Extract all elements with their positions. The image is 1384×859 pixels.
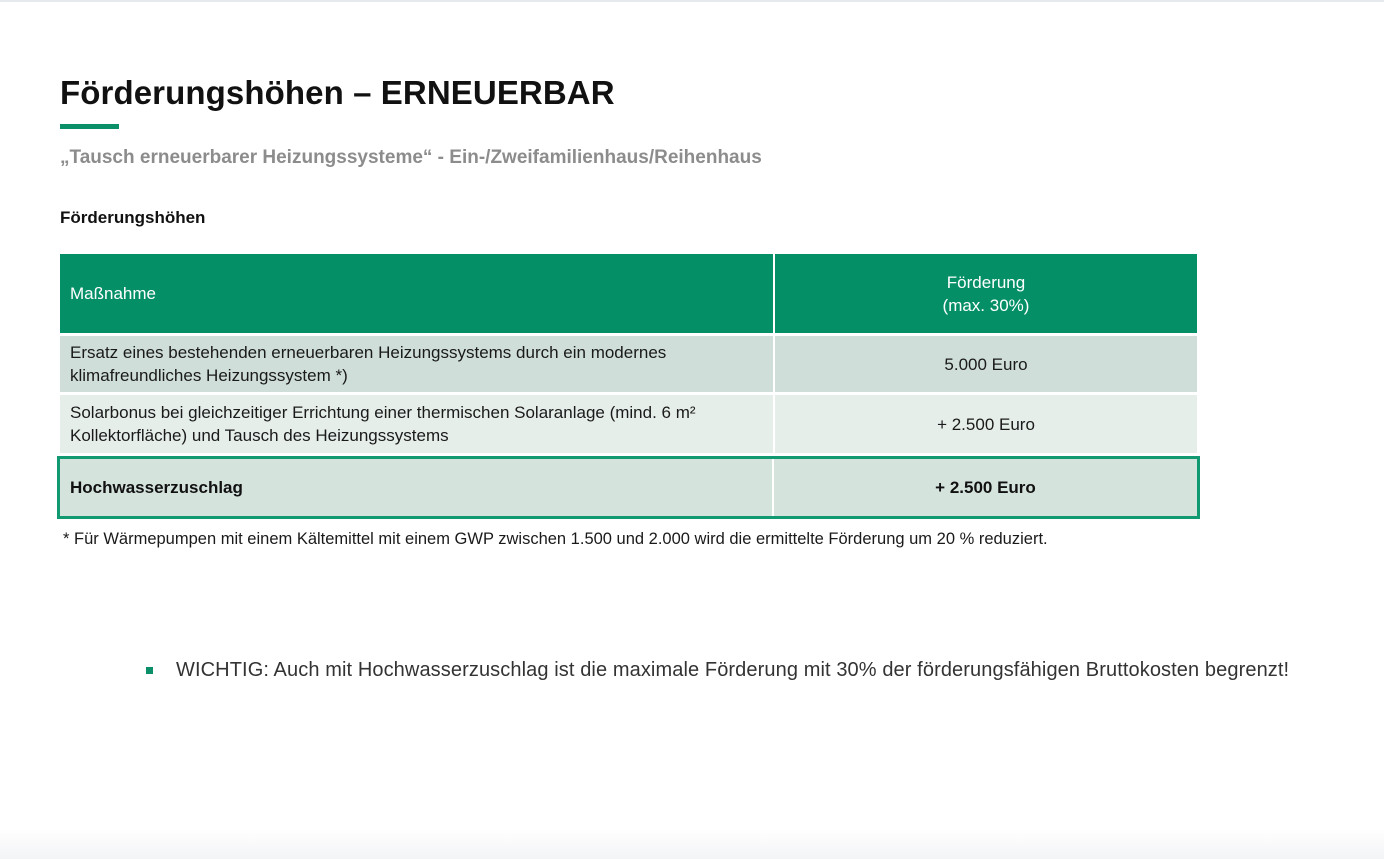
important-note	[146, 659, 1289, 682]
table-header-row	[60, 254, 1197, 335]
row-funding: 5.000 Euro	[774, 335, 1197, 394]
header-funding-line2: (max. 30%)	[942, 295, 1030, 315]
header-funding-line1: Förderung	[946, 272, 1026, 292]
top-border	[0, 0, 1384, 2]
table-row	[60, 335, 1197, 394]
row-funding: + 2.500 Euro	[935, 477, 1036, 497]
header-funding	[774, 254, 1197, 335]
table-row	[60, 394, 1197, 454]
header-measure: Maßnahme	[60, 254, 774, 335]
row-funding: + 2.500 Euro	[774, 394, 1197, 454]
table-row-highlighted	[57, 456, 1200, 519]
row-measure: Hochwasserzuschlag	[60, 459, 774, 516]
title-underline	[60, 124, 119, 129]
slide-subtitle: „Tausch erneuerbarer Heizungssysteme“ - Ein-/Zweifamilienhaus/Reihenhaus	[60, 147, 762, 168]
section-heading: Förderungshöhen	[60, 208, 206, 227]
bottom-band	[0, 829, 1384, 859]
footnote: * Für Wärmepumpen mit einem Kältemittel mit einem GWP zwischen 1.500 und 2.000 wird die ermittelte Förderung um 20 % reduziert.	[63, 530, 1048, 548]
square-bullet-icon	[146, 667, 153, 674]
row-measure: Solarbonus bei gleichzeitiger Errichtung einer thermischen Solaranlage (mind. 6 m² Kollektorfläche) und Tausch des Heizungssystems	[60, 394, 774, 454]
row-measure: Ersatz eines bestehenden erneuerbaren Heizungssystems durch ein modernes klimafreundliches Heizungssystem *)	[60, 335, 774, 394]
funding-table-grid	[60, 254, 1197, 453]
important-note-text: WICHTIG: Auch mit Hochwasserzuschlag ist die maximale Förderung mit 30% der förderungsfähigen Bruttokosten begrenzt!	[176, 659, 1290, 681]
funding-table	[60, 254, 1197, 453]
slide-title: Förderungshöhen – ERNEUERBAR	[60, 74, 615, 111]
